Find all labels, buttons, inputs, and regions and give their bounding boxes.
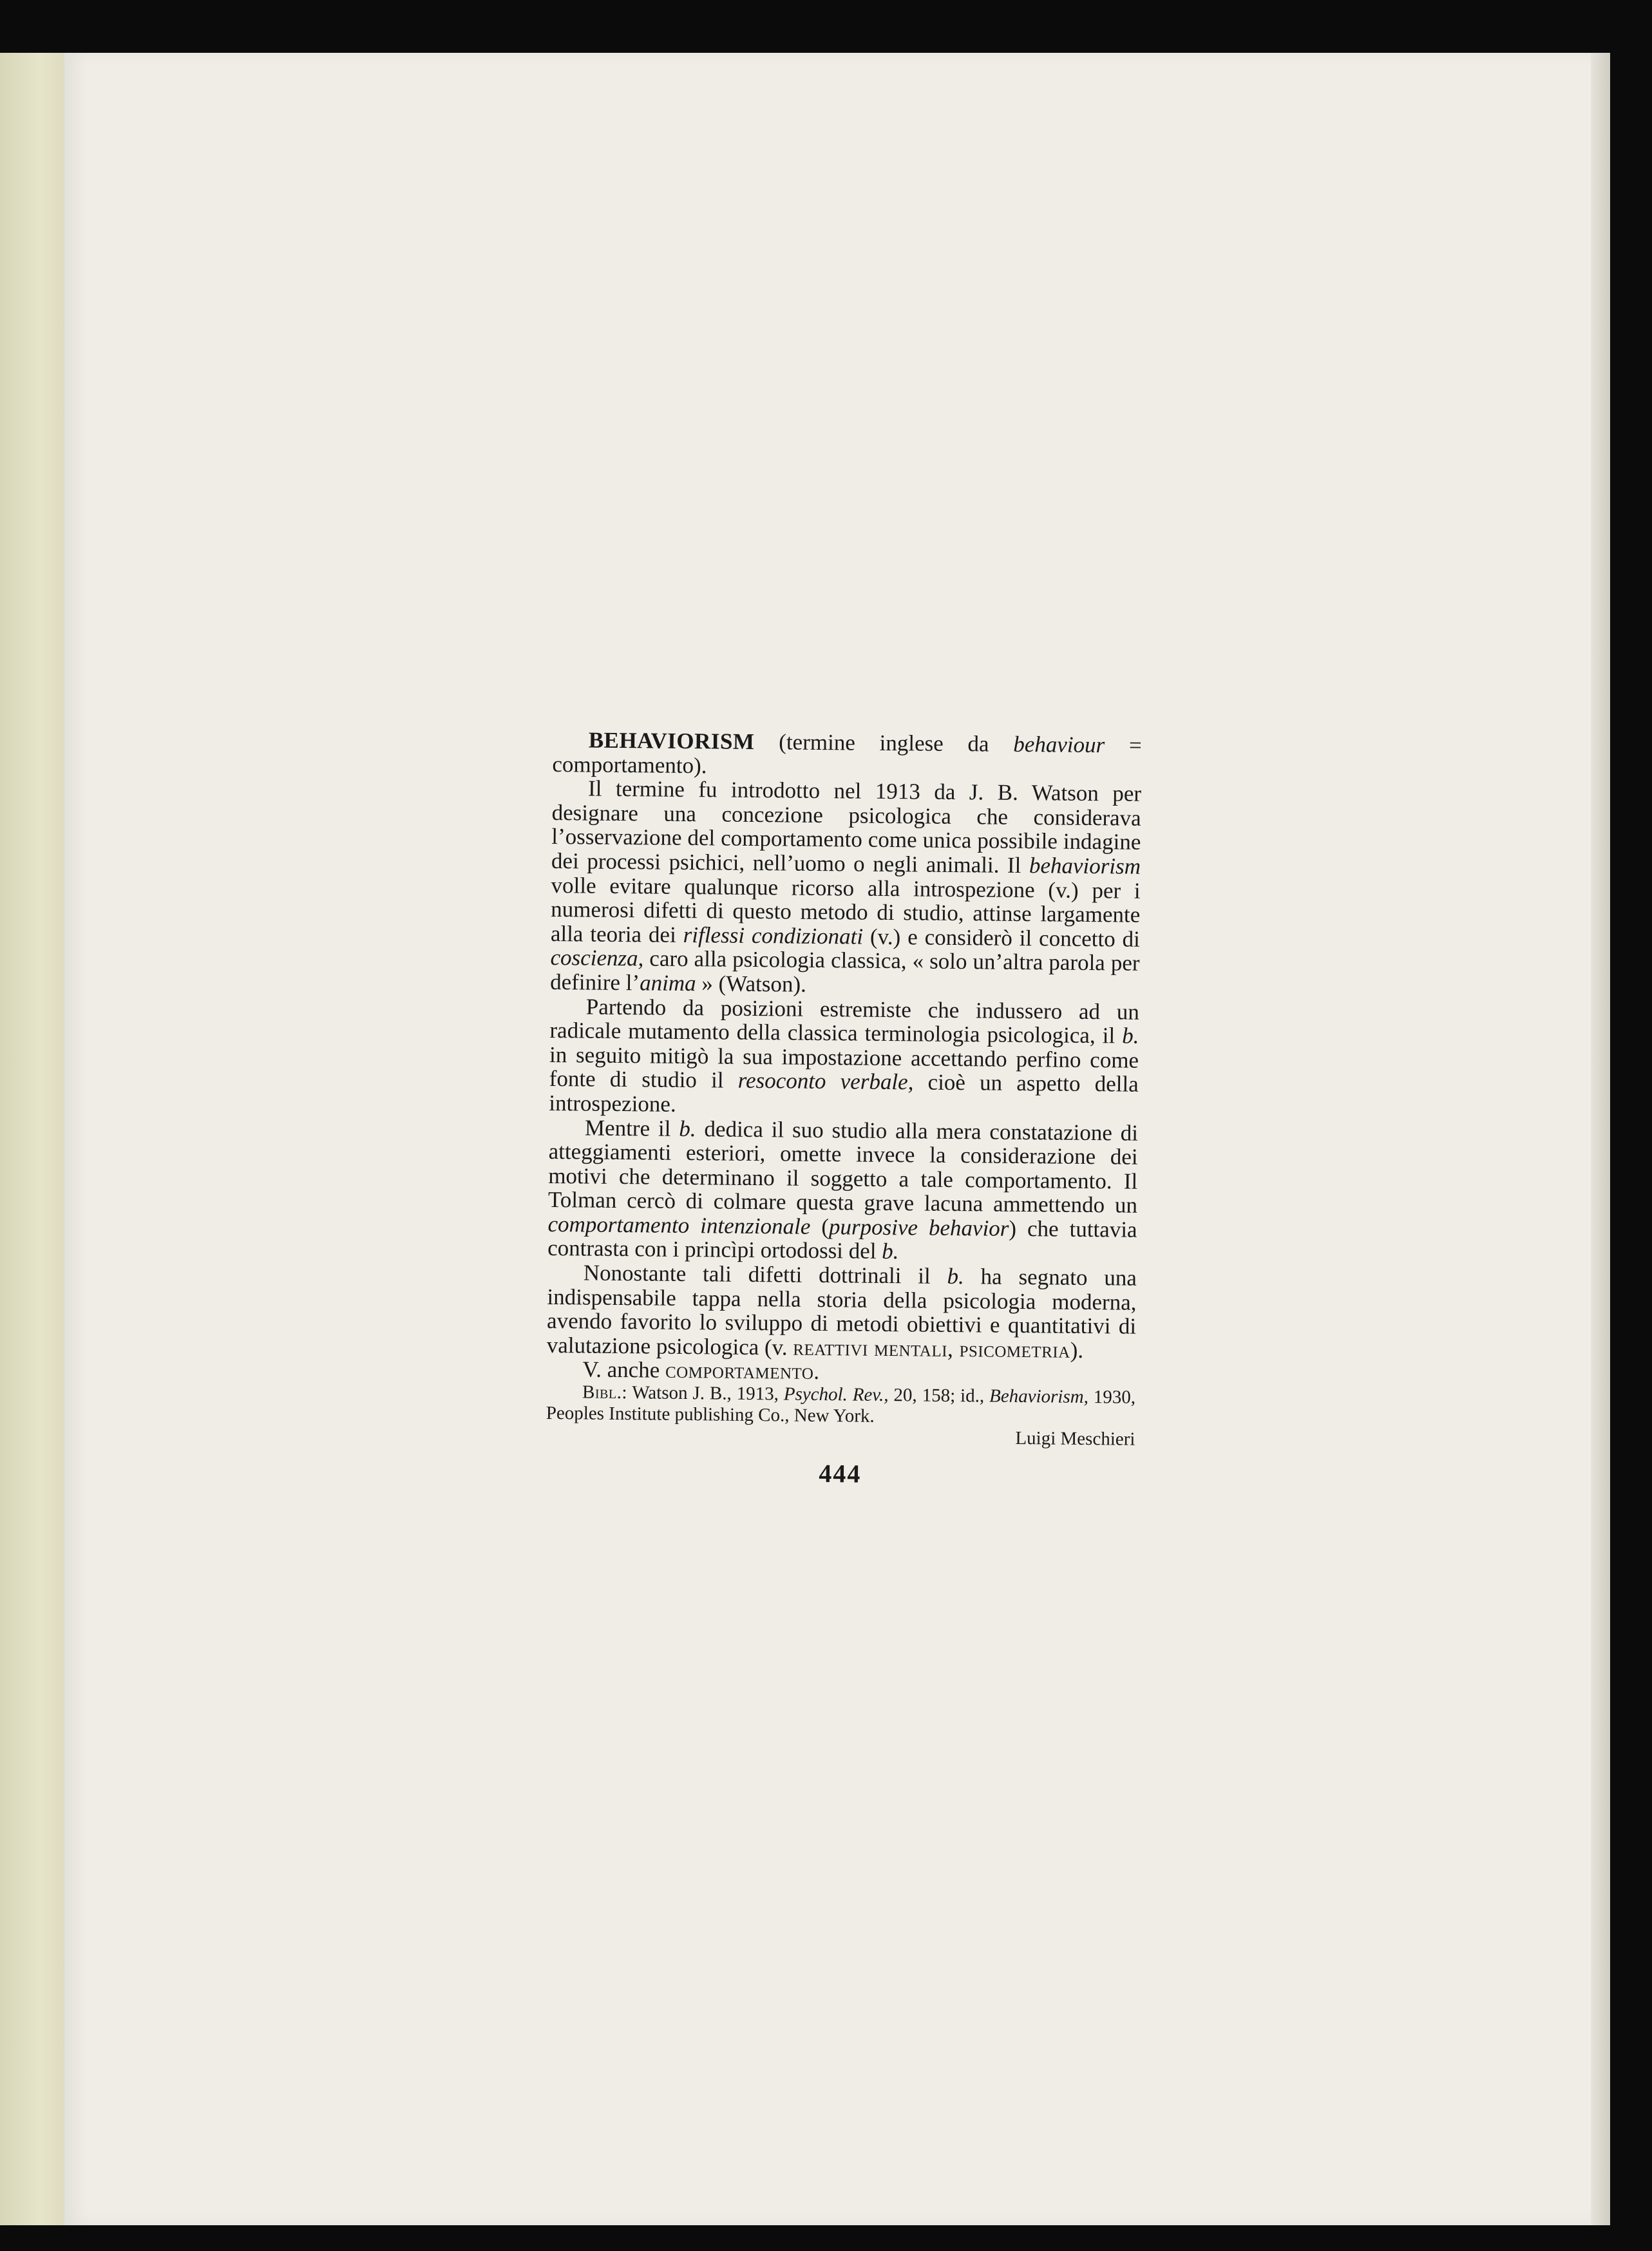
entry-author: Luigi Meschieri	[1015, 1427, 1135, 1450]
paragraph-2-text-d: cioè un aspetto della introspezione.	[549, 1069, 1139, 1117]
paragraph-1-term-behaviorism: behaviorism	[1029, 853, 1141, 879]
paragraph-1-term-anima: anima	[639, 970, 696, 996]
paragraph-4-cross-reference: reattivi mentali, psicometria	[793, 1334, 1070, 1363]
paragraph-1-text-a: Il termine fu introdotto nel 1913 da J. B. Watson per designare una concezione psicologica che considerava l’osservazione del comportamento come unica possibile indagine dei processi psichici, nell’uomo o negli animali. Il	[551, 775, 1142, 879]
paragraph-3-text-a: Mentre il	[584, 1115, 679, 1141]
see-also-label: V. anche	[582, 1356, 666, 1383]
paragraph-3-abbr-1: b.	[679, 1116, 696, 1141]
paragraph-2	[549, 994, 1139, 1121]
paragraph-2-term-resoconto: resoconto verbale,	[737, 1068, 914, 1095]
paragraph-3-term-comportamento: comportamento intenzionale	[547, 1211, 811, 1239]
paragraph-3	[547, 1115, 1138, 1266]
paragraph-1-term-coscienza: coscienza,	[550, 945, 644, 971]
paragraph-2-text-a: Partendo da posizioni estremiste che indussero ad un radicale mutamento della classica terminologia psicologica, il	[549, 994, 1139, 1049]
encyclopedia-entry	[546, 728, 1142, 1488]
bibliography-text-a: Watson J. B., 1913,	[627, 1382, 784, 1405]
paragraph-1-text-b: volle evitare qualunque ricorso alla introspezione (v.) per i numerosi difetti di questo metodo di studio, attinse largamente alla teoria dei	[550, 872, 1141, 947]
entry-headword: BEHAVIORISM	[588, 727, 755, 755]
entry-intro-term: behaviour	[1013, 731, 1105, 758]
paragraph-3-text-d: ) che tuttavia contrasta con i princìpi ortodossi del	[547, 1215, 1137, 1264]
paragraph-4-abbr: b.	[947, 1263, 965, 1289]
paragraph-1-text-c: (v.) e considerò il concetto di	[862, 924, 1141, 952]
paragraph-4-text-b: ha segnato una indispensabile tappa nella storia della psicologia moderna, avendo favorito lo sviluppo di metodi obiettivi e quantitativi di valutazione psicologica (v.	[546, 1264, 1137, 1360]
bibliography-text-c: 1930, Peoples Institute publishing Co., New York.	[546, 1387, 1136, 1427]
paragraph-3-abbr-2: b.	[882, 1239, 899, 1264]
entry-intro-text: (termine inglese da	[754, 729, 1014, 757]
paragraph-4-text-a: Nonostante tali difetti dottrinali il	[583, 1260, 947, 1289]
paragraph-1-text-d: caro alla psicologia classica, « solo un’altra parola per definire l’	[550, 945, 1140, 996]
paragraph-1-text-e: » (Watson).	[696, 971, 807, 997]
paragraph-2-abbr: b.	[1122, 1023, 1139, 1049]
bibliography-book: Behaviorism,	[989, 1385, 1089, 1408]
paragraph-3-text-b: dedica il suo studio alla mera constatazione di atteggiamenti esteriori, omette invece la considerazione dei motivi che determinano il soggetto a tale comportamento. Il Tolman cercò di colmare questa grave lacuna ammettendo un	[547, 1116, 1139, 1219]
paragraph-2-text-c: in seguito mitigò la sua impostazione accettando perfino come fonte di studio il	[549, 1041, 1139, 1094]
paragraph-4-text-c: ).	[1070, 1337, 1084, 1363]
page-edge	[1591, 53, 1610, 2225]
paragraph-3-text-c: (	[810, 1213, 830, 1240]
paragraph-1	[550, 776, 1141, 1000]
page-number: 444	[819, 1459, 862, 1488]
bibliography-label: Bibl.:	[582, 1382, 628, 1403]
see-also-reference: comportamento.	[665, 1358, 820, 1385]
facing-page-edge	[0, 53, 72, 2225]
entry-heading-paragraph	[552, 728, 1142, 782]
bibliography-journal: Psychol. Rev.,	[783, 1383, 889, 1406]
bibliography-text-b: 20, 158; id.,	[888, 1385, 990, 1407]
paragraph-4	[547, 1260, 1137, 1363]
entry-intro-text-end: = comportamento).	[552, 732, 1142, 778]
bibliography	[546, 1382, 1136, 1430]
paragraph-3-term-purposive: purposive behavior	[828, 1214, 1009, 1241]
paragraph-1-term-riflessi: riflessi condizionati	[683, 922, 864, 949]
